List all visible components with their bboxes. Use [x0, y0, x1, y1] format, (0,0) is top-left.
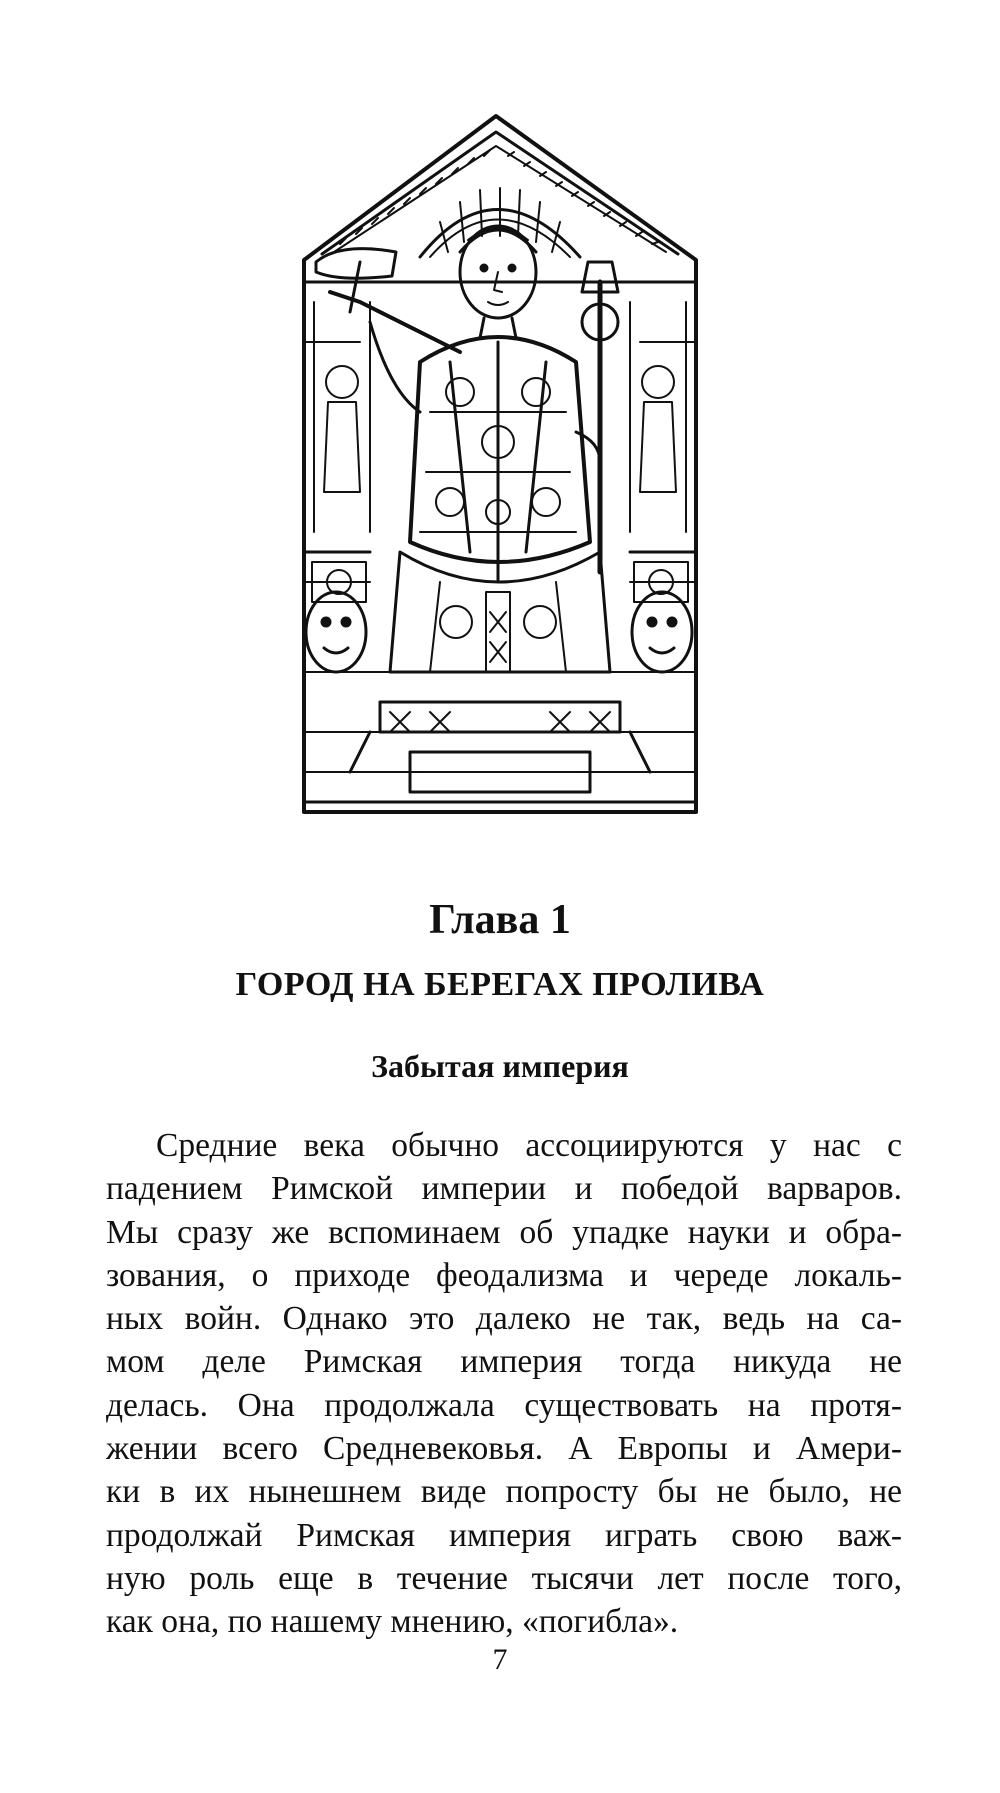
chapter-number: Глава 1 [429, 897, 571, 943]
section-title: Забытая империя [371, 1048, 629, 1084]
body-line: падением Римской империи и победой варваров. [106, 1170, 902, 1208]
body-line: Мы сразу же вспоминаем об упадке науки и обра- [106, 1213, 902, 1251]
body-line: ных войн. Однако это далеко не так, ведь на са- [106, 1300, 902, 1338]
body-line: Средние века обычно ассоциируются у нас с [156, 1127, 902, 1164]
body-paragraph [106, 1124, 902, 1644]
body-line: как она, по нашему мнению, «погибла». [106, 1603, 679, 1641]
body-line: мом деле Римская империя тогда никуда не [106, 1343, 902, 1381]
body-line: жении всего Средневековья. А Европы и Амери- [106, 1430, 902, 1468]
body-line: ки в их нынешнем виде попросту бы не было, не [106, 1473, 902, 1511]
chapter-title: ГОРОД НА БЕРЕГАХ ПРОЛИВА [235, 966, 765, 1003]
body-line: зования, о приходе феодализма и череде локаль- [106, 1256, 902, 1294]
body-line: ную роль еще в течение тысячи лет после того, [106, 1559, 902, 1597]
page-number: 7 [492, 1643, 508, 1676]
body-line: делась. Она продолжала существовать на протя- [106, 1386, 902, 1424]
body-line: продолжай Римская империя играть свою важ- [106, 1516, 902, 1554]
byzantine-emperor-engraving-icon [300, 112, 700, 824]
